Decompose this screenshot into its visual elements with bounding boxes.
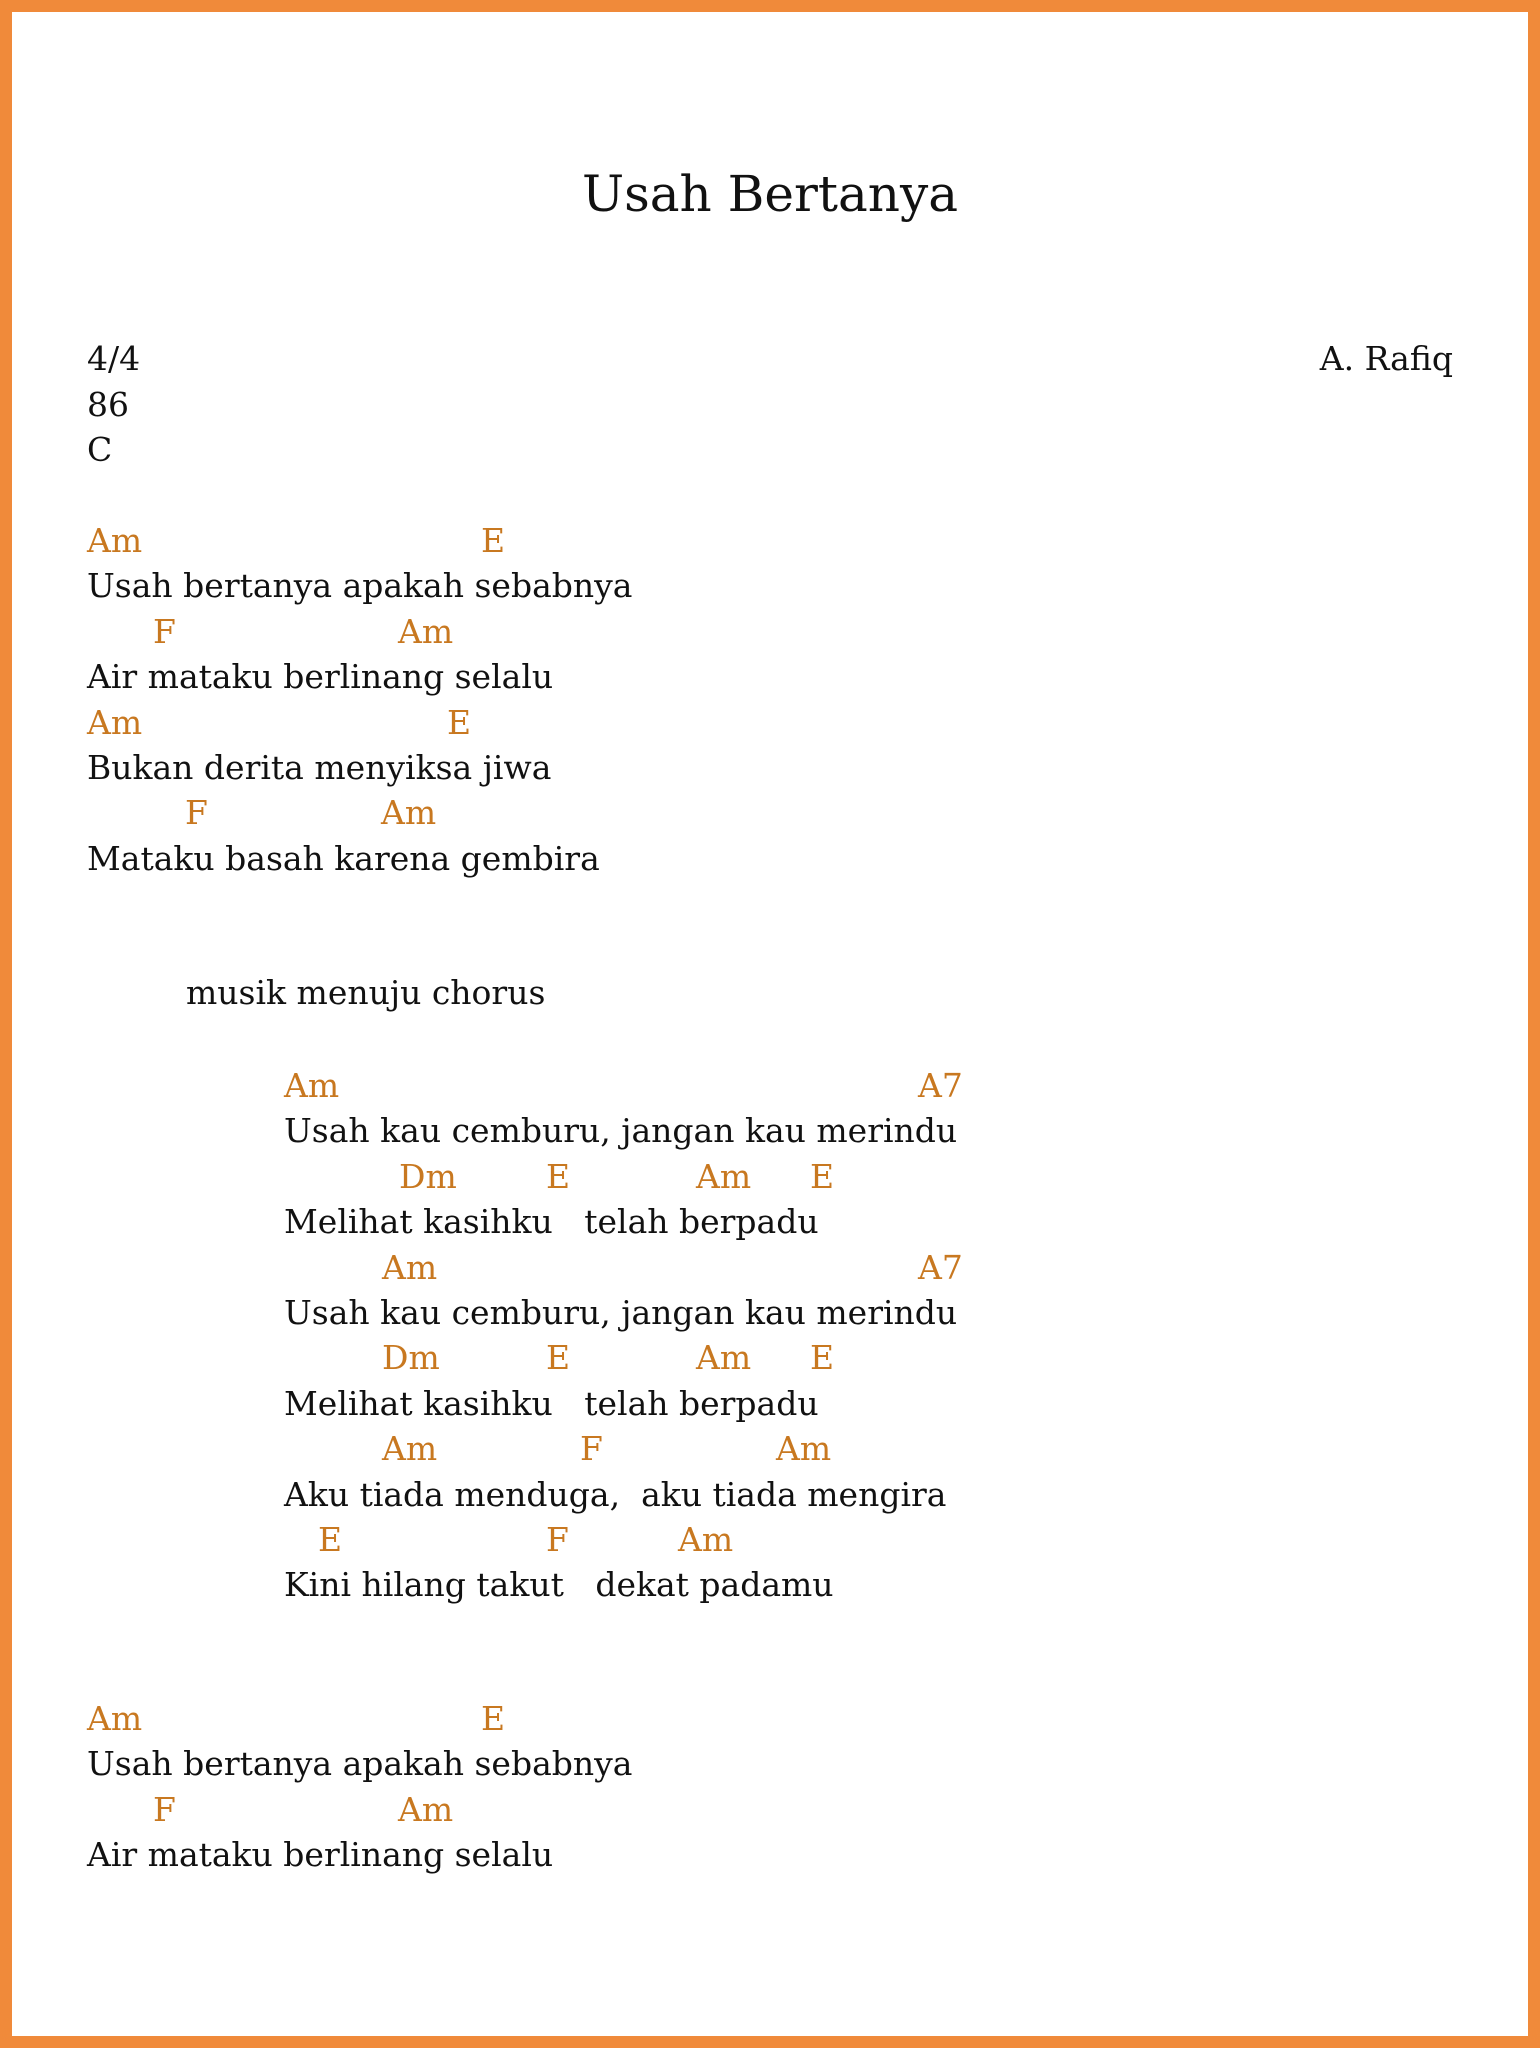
- chord-line: [284, 1426, 1084, 1471]
- chord: E: [318, 1519, 343, 1559]
- lyric-line: [284, 1108, 1084, 1153]
- chord: Dm: [382, 1338, 440, 1378]
- chord: F: [153, 1789, 176, 1829]
- lyric-line: [284, 1290, 1084, 1335]
- chord-line: [87, 1696, 887, 1741]
- lyric: Melihat kasihku telah berpadu: [284, 1202, 819, 1242]
- chord: F: [580, 1429, 603, 1469]
- key: C: [87, 430, 113, 469]
- chord: Am: [398, 611, 454, 651]
- lyric-line: [284, 1199, 1084, 1244]
- chord-line: [87, 700, 887, 745]
- chord: Am: [776, 1429, 832, 1469]
- chord: F: [546, 1519, 569, 1559]
- lyric: Aku tiada menduga, aku tiada mengira: [284, 1474, 947, 1514]
- chord: Dm: [399, 1156, 457, 1196]
- chord-line: [87, 518, 887, 563]
- chord: E: [447, 702, 472, 742]
- lyric: Usah bertanya apakah sebabnya: [87, 566, 633, 606]
- chord-line: [284, 1335, 1084, 1380]
- lyric-line: [284, 1562, 1084, 1607]
- chord-line: [284, 1154, 1084, 1199]
- lyric: Mataku basah karena gembira: [87, 838, 600, 878]
- chord: E: [546, 1156, 571, 1196]
- chord-line: [284, 1245, 1084, 1290]
- chord: F: [153, 611, 176, 651]
- chord-line: [284, 1517, 1084, 1562]
- song-title: Usah Bertanya: [581, 165, 959, 223]
- chord: Am: [678, 1519, 734, 1559]
- chord: A7: [918, 1247, 963, 1287]
- lyric: Usah kau cemburu, jangan kau merindu: [284, 1292, 958, 1332]
- chord: E: [481, 1699, 506, 1738]
- chord: F: [185, 793, 208, 833]
- lyric: Kini hilang takut dekat padamu: [284, 1565, 834, 1605]
- chord: Am: [381, 793, 437, 833]
- lyric: Melihat kasihku telah berpadu: [284, 1383, 819, 1423]
- tempo: 86: [87, 385, 129, 424]
- chord: Am: [87, 521, 143, 560]
- chord: Am: [398, 1789, 454, 1829]
- verse-2: [87, 1696, 887, 1878]
- chord-line: [87, 609, 887, 654]
- lyric-line: [284, 1381, 1084, 1426]
- chord: Am: [696, 1338, 752, 1378]
- chord: E: [810, 1338, 835, 1378]
- chord: Am: [382, 1429, 438, 1469]
- chord-line: [87, 1787, 887, 1832]
- chorus: [284, 1063, 1084, 1608]
- chord: E: [810, 1156, 835, 1196]
- verse-1: [87, 518, 887, 881]
- chord: Am: [696, 1156, 752, 1196]
- lyric: Air mataku berlinang selalu: [87, 657, 554, 697]
- chord: A7: [918, 1066, 963, 1105]
- chord: Am: [284, 1066, 340, 1105]
- chord-line: [284, 1063, 1084, 1108]
- lyric-line: [87, 1741, 887, 1786]
- interlude-note: musik menuju chorus: [186, 973, 546, 1012]
- chord-line: [87, 790, 887, 835]
- lyric: Usah kau cemburu, jangan kau merindu: [284, 1111, 958, 1151]
- lyric-line: [87, 654, 887, 699]
- lyric-line: [87, 1832, 887, 1877]
- time-signature: 4/4: [87, 339, 141, 378]
- lyric-line: [87, 836, 887, 881]
- lyric-line: [284, 1472, 1084, 1517]
- chord: Am: [87, 702, 143, 742]
- chord: Am: [87, 1699, 143, 1738]
- composer: A. Rafiq: [1319, 339, 1453, 378]
- lyric-line: [87, 745, 887, 790]
- lyric: Bukan derita menyiksa jiwa: [87, 747, 552, 787]
- chord: Am: [382, 1247, 438, 1287]
- chord: E: [481, 521, 506, 560]
- chord: E: [546, 1338, 571, 1378]
- lyric-line: [87, 563, 887, 608]
- lyric: Air mataku berlinang selalu: [87, 1835, 554, 1875]
- lyric: Usah bertanya apakah sebabnya: [87, 1744, 633, 1784]
